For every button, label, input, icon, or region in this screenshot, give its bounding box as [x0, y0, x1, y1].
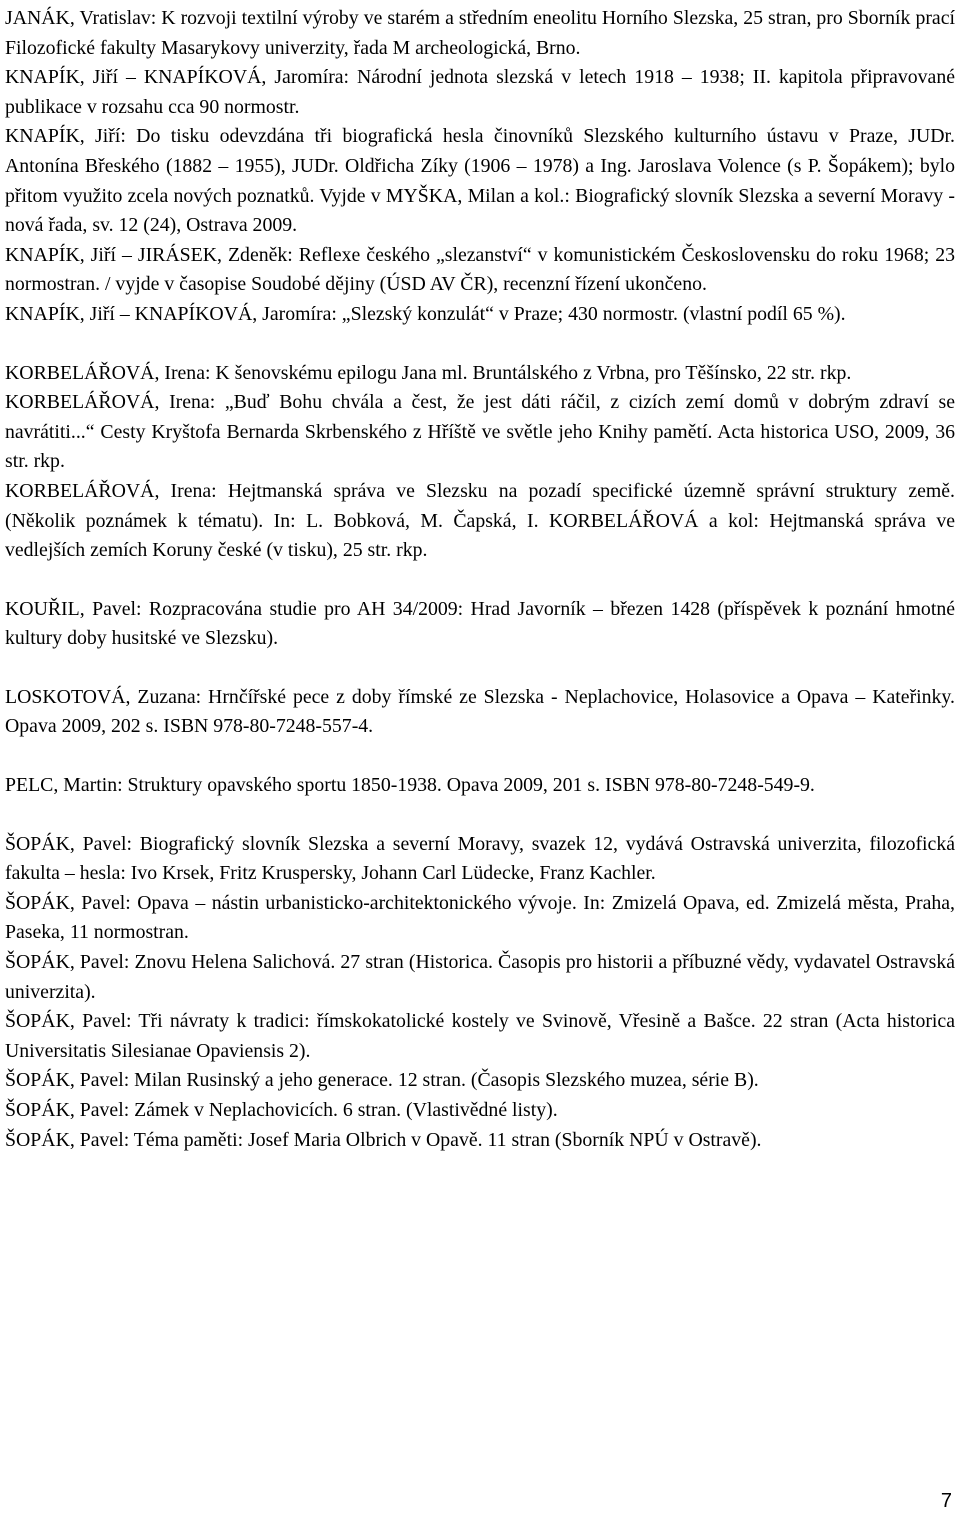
entry-group [5, 830, 955, 1156]
bibliography-entry: PELC, Martin: Struktury opavského sportu 1850-1938. Opava 2009, 201 s. ISBN 978-80-7248-549-9. [5, 774, 815, 797]
bibliography-entry: ŠOPÁK, Pavel: Zámek v Neplachovicích. 6 stran. (Vlastivědné listy). [5, 1099, 558, 1121]
entry-group [5, 595, 955, 654]
bibliography-entry: ŠOPÁK, Pavel: Opava – nástin urbanisticko-architektonického vývoje. In: Zmizelá Opava, ed. Zmizelá města, Praha, Paseka, 11 normostran. [5, 891, 955, 944]
bibliography-entry: KNAPÍK, Jiří: Do tisku odevzdána tři biografická hesla činovníků Slezského kulturního ústavu v Praze, JUDr. Antonína Břeského (1882 – 1955), JUDr. Oldřicha Zíky (1906 – 1978) a Ing. Jaroslava Volence (s P. Šopákem); bylo přitom využito zcela nových poznatků. Vyjde v MYŠKA, Milan a kol.: Biografický slovník Slezska a severní Moravy - nová řada, sv. 12 (24), Ostrava 2009. [5, 125, 955, 237]
entry-group [5, 4, 955, 330]
bibliography-entry: KORBELÁŘOVÁ, Irena: Hejtmanská správa ve Slezsku na pozadí specifické územně správní struktury země. (Několik poznámek k tématu). In: L. Bobková, M. Čapská, I. KORBELÁŘOVÁ a kol: Hejtmanská správa ve vedlejších zemích Koruny české (v tisku), 25 str. rkp. [5, 479, 955, 562]
bibliography-entry: KNAPÍK, Jiří – KNAPÍKOVÁ, Jaromíra: Národní jednota slezská v letech 1918 – 1938; II. kapitola připravované publikace v rozsahu cca 90 normostr. [5, 66, 955, 118]
bibliography-entry: ŠOPÁK, Pavel: Milan Rusinský a jeho generace. 12 stran. (Časopis Slezského muzea, série B). [5, 1069, 759, 1092]
bibliography-list [5, 4, 955, 1155]
entry-group [5, 683, 955, 742]
bibliography-entry: KNAPÍK, Jiří – KNAPÍKOVÁ, Jaromíra: „Slezský konzulát“ v Praze; 430 normostr. (vlastní podíl 65 %). [5, 302, 846, 325]
bibliography-entry: JANÁK, Vratislav: K rozvoji textilní výroby ve starém a středním eneolitu Horního Slezska, 25 stran, pro Sborník prací Filozofické fakulty Masarykovy univerzity, řada M archeologická, Brno. [5, 7, 955, 59]
page-number: 7 [940, 1490, 952, 1512]
bibliography-entry: ŠOPÁK, Pavel: Biografický slovník Slezska a severní Moravy, svazek 12, vydává Ostravská univerzita, filozofická fakulta – hesla: Ivo Krsek, Fritz Kruspersky, Johann Carl Lüdecke, Franz Kachler. [5, 832, 955, 885]
bibliography-entry: ŠOPÁK, Pavel: Znovu Helena Salichová. 27 stran (Historica. Časopis pro historii a příbuzné vědy, vydavatel Ostravská univerzita). [5, 951, 955, 1003]
bibliography-entry: LOSKOTOVÁ, Zuzana: Hrnčířské pece z doby římské ze Slezska - Neplachovice, Holasovice a Opava – Kateřinky. Opava 2009, 202 s. ISBN 978-80-7248-557-4. [5, 685, 955, 738]
entry-group [5, 359, 955, 566]
bibliography-entry: KOUŘIL, Pavel: Rozpracována studie pro AH 34/2009: Hrad Javorník – březen 1428 (příspěvek k poznání hmotné kultury doby husitské ve Slezsku). [5, 597, 955, 650]
bibliography-entry: ŠOPÁK, Pavel: Téma paměti: Josef Maria Olbrich v Opavě. 11 stran (Sborník NPÚ v Ostravě). [5, 1128, 762, 1151]
bibliography-entry: KORBELÁŘOVÁ, Irena: K šenovskému epilogu Jana ml. Bruntálského z Vrbna, pro Těšínsko, 22 str. rkp. [5, 361, 852, 384]
entry-group [5, 771, 955, 801]
bibliography-entry: KORBELÁŘOVÁ, Irena: „Buď Bohu chvála a čest, že jest dáti ráčil, z cizích zemí domů v dobrým zdraví se navrátiti...“ Cesty Kryštofa Bernarda Skrbenského z Hříště ve světle jeho Knihy pamětí. Acta historica USO, 2009, 36 str. rkp. [5, 391, 955, 473]
document-page [5, 4, 955, 1155]
bibliography-entry: ŠOPÁK, Pavel: Tři návraty k tradici: římskokatolické kostely ve Svinově, Vřesině a Bašce. 22 stran (Acta historica Universitatis Silesianae Opaviensis 2). [5, 1010, 955, 1062]
bibliography-entry: KNAPÍK, Jiří – JIRÁSEK, Zdeněk: Reflexe českého „slezanství“ v komunistickém Československu do roku 1968; 23 normostran. / vyjde v časopise Soudobé dějiny (ÚSD AV ČR), recenzní řízení ukončeno. [5, 243, 955, 296]
